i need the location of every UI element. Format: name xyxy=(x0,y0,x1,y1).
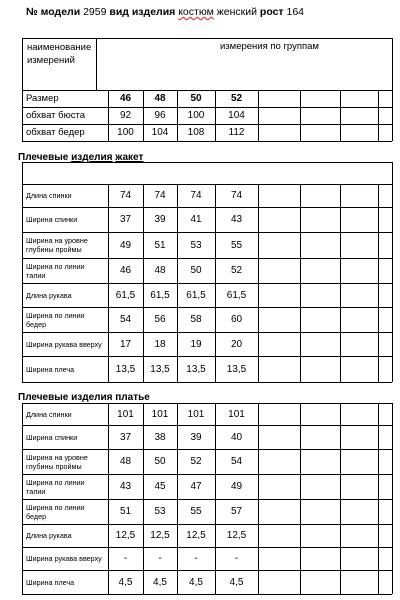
dress-table-row-label: Длина рукава xyxy=(26,531,72,540)
dress-table-cell: 53 xyxy=(154,506,166,517)
table1-cell: 104 xyxy=(151,127,169,138)
dress-table-cell: 101 xyxy=(228,408,245,420)
table1-cell: 100 xyxy=(187,110,205,121)
jacket-table-cell: 51 xyxy=(154,239,166,251)
dress-table-row-label: Ширина по линии талии xyxy=(26,477,85,496)
jacket-table-row-label: Ширина рукава вверху xyxy=(26,339,102,349)
dress-table-row-label: Ширина спинки xyxy=(26,432,78,442)
table1-rule xyxy=(22,141,392,142)
dress-table-rule xyxy=(258,403,259,594)
jacket-table-cell: 50 xyxy=(190,265,202,276)
dress-table-cell: 4,5 xyxy=(189,576,203,588)
dress-table-rule xyxy=(300,403,301,594)
jacket-table-cell: 61,5 xyxy=(226,289,247,301)
jacket-table-border-right xyxy=(392,162,393,382)
jacket-table-rule xyxy=(340,184,341,382)
jacket-table-row-label: Ширина по линии бедер xyxy=(26,310,85,329)
dress-section-title: Плечевые изделия платье xyxy=(18,392,150,403)
table1-cell: 48 xyxy=(154,93,166,104)
table1-rule xyxy=(258,90,259,141)
table1-border-left xyxy=(22,38,23,141)
table1-cell: 92 xyxy=(119,110,132,121)
dress-table-rule xyxy=(22,594,392,595)
dress-table-rule xyxy=(340,403,341,594)
dress-table-cell: 101 xyxy=(187,408,205,420)
table1-header-label: наименование измерений xyxy=(27,42,92,66)
jacket-table-cell: 74 xyxy=(154,190,166,201)
dress-table-row-label: Ширина рукава вверху xyxy=(26,554,102,563)
table1-cell: 46 xyxy=(119,93,132,104)
jacket-table-border-top xyxy=(22,162,392,163)
jacket-table-cell: 56 xyxy=(154,314,166,325)
jacket-table-row-label: Ширина плеча xyxy=(26,364,75,374)
jacket-table-cell: 61,5 xyxy=(186,289,206,301)
jacket-table-border-left xyxy=(22,162,23,382)
dress-table-cell: 47 xyxy=(190,481,202,492)
table1-row-label: Размер xyxy=(26,93,59,104)
dress-table-row-label: Ширина на уровне глубины проймы xyxy=(26,452,88,471)
dress-table-cell: 38 xyxy=(154,431,166,443)
table1-cell: 108 xyxy=(187,127,205,138)
table1-rule xyxy=(378,90,379,141)
jacket-table-rule xyxy=(378,184,379,382)
dress-table-cell: 4,5 xyxy=(118,576,133,588)
dress-table-cell: 101 xyxy=(151,408,169,420)
jacket-table-cell: 20 xyxy=(230,338,243,350)
jacket-table-rule xyxy=(258,184,259,382)
jacket-table-cell: 61,5 xyxy=(115,289,136,301)
table1-cell: 96 xyxy=(154,110,166,121)
dress-table-cell: 37 xyxy=(119,431,132,443)
dress-table-cell: 45 xyxy=(154,481,166,492)
document-title: № модели 2959 вид изделия костюм женский рост 164 xyxy=(26,6,305,18)
dress-table-cell: 55 xyxy=(190,506,202,517)
jacket-table-cell: 58 xyxy=(190,314,202,325)
dress-table-cell: - xyxy=(194,553,198,564)
jacket-table-row-label: Ширина по линии талии xyxy=(26,261,85,280)
table1-cell: 52 xyxy=(230,93,243,104)
dress-table-border-left xyxy=(22,403,23,594)
dress-table-cell: - xyxy=(234,553,239,564)
jacket-table-cell: 74 xyxy=(119,190,132,201)
dress-table-cell: 39 xyxy=(190,431,202,443)
jacket-table-cell: 54 xyxy=(119,314,132,325)
table1-border-top xyxy=(22,38,392,39)
table1-rule xyxy=(96,38,97,90)
table1-rule xyxy=(340,90,341,141)
jacket-table-cell: 41 xyxy=(190,214,202,225)
dress-table-cell: 57 xyxy=(230,506,243,517)
table1-row-label: обхват бюста xyxy=(26,110,86,121)
jacket-table-row-label: Ширина спинки xyxy=(26,215,78,224)
jacket-table-cell: 37 xyxy=(119,214,132,225)
jacket-table-cell: 13,5 xyxy=(186,363,206,375)
dress-table-row-label: Ширина плеча xyxy=(26,577,75,587)
jacket-table-cell: 18 xyxy=(154,338,166,350)
jacket-section-title: Плечевые изделия жакет xyxy=(18,152,144,163)
jacket-table-cell: 39 xyxy=(154,214,166,225)
jacket-table-row-label: Ширина на уровне глубины проймы xyxy=(26,236,88,254)
jacket-table-cell: 43 xyxy=(230,214,243,225)
jacket-table-cell: 49 xyxy=(119,239,132,251)
table1-border-right xyxy=(392,38,393,141)
dress-table-cell: 43 xyxy=(119,481,132,492)
jacket-table-rule xyxy=(300,184,301,382)
dress-table-cell: 12,5 xyxy=(115,530,136,541)
jacket-table-cell: 48 xyxy=(154,265,166,276)
dress-table-cell: 40 xyxy=(230,431,243,443)
jacket-table-row-label: Длина спинки xyxy=(26,191,72,200)
jacket-table-cell: 13,5 xyxy=(226,363,247,375)
dress-table-cell: 51 xyxy=(119,506,132,517)
jacket-table-cell: 74 xyxy=(190,190,202,201)
jacket-table-cell: 17 xyxy=(119,338,132,350)
dress-table-cell: 12,5 xyxy=(226,530,247,541)
jacket-table-cell: 53 xyxy=(190,239,202,251)
dress-table-border-right xyxy=(392,403,393,594)
jacket-table-cell: 19 xyxy=(190,338,202,350)
dress-table-cell: 101 xyxy=(117,408,134,420)
dress-table-cell: 12,5 xyxy=(186,530,206,541)
table1-cell: 104 xyxy=(228,110,245,121)
table1-cell: 100 xyxy=(117,127,134,138)
table1-rule xyxy=(300,90,301,141)
dress-table-cell: 49 xyxy=(230,481,243,492)
jacket-table-cell: 74 xyxy=(230,190,243,201)
jacket-table-cell: 61,5 xyxy=(150,289,170,301)
jacket-table-cell: 46 xyxy=(119,265,132,276)
table1-cell: 50 xyxy=(190,93,202,104)
jacket-table-rule xyxy=(22,382,392,383)
table1-header-groups: измерения по группам xyxy=(220,41,319,52)
jacket-table-cell: 13,5 xyxy=(150,363,170,375)
dress-table-rule xyxy=(378,403,379,594)
jacket-table-row-label: Длина рукава xyxy=(26,290,72,300)
dress-table-cell: 12,5 xyxy=(150,530,170,541)
jacket-table-cell: 60 xyxy=(230,314,243,325)
jacket-table-cell: 13,5 xyxy=(115,363,136,375)
table1-cell: 112 xyxy=(228,127,245,138)
dress-table-row-label: Длина спинки xyxy=(26,409,72,419)
dress-table-cell: 48 xyxy=(119,456,132,467)
dress-table-cell: - xyxy=(123,553,128,564)
jacket-table-cell: 55 xyxy=(230,239,243,251)
table1-row-label: обхват бедер xyxy=(26,127,85,138)
dress-table-cell: 54 xyxy=(230,456,243,467)
dress-table-row-label: Ширина по линии бедер xyxy=(26,502,85,521)
dress-table-cell: 50 xyxy=(154,456,166,467)
dress-table-cell: 4,5 xyxy=(153,576,167,588)
dress-table-cell: 52 xyxy=(190,456,202,467)
dress-table-cell: - xyxy=(158,553,162,564)
dress-table-cell: 4,5 xyxy=(229,576,244,588)
jacket-table-cell: 52 xyxy=(230,265,243,276)
